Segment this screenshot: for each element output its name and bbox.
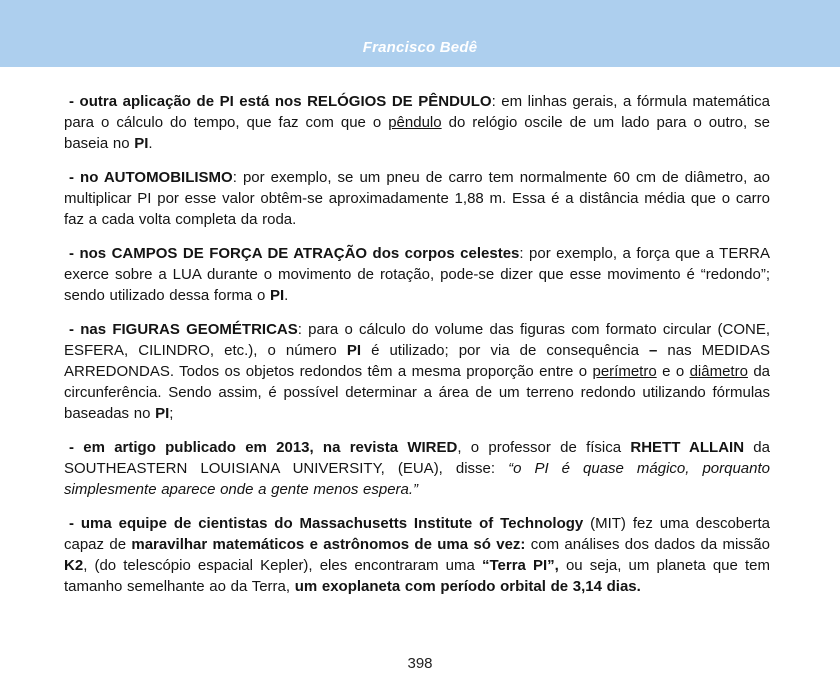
page-body [0,67,840,597]
text-run: (MIT) fez uma descoberta capaz de [64,515,770,553]
page-header-title: Francisco Bedê [362,39,478,56]
text-run: . [284,287,289,304]
text-run: com análises dos dados da missão [525,536,770,553]
text-run: e o [656,363,690,380]
text-run: da SOUTHEASTERN LOUISIANA UNIVERSITY, (EUA), disse: [64,439,770,477]
text-run: - nas FIGURAS GEOMÉTRICAS [69,321,298,338]
text-run: da circunferência. Sendo assim, é possível determinar a área de um terreno redondo utilizando fórmulas baseadas no [64,363,771,422]
text-run: - outra aplicação de PI está nos RELÓGIOS DE PÊNDULO [69,93,492,110]
text-run: , o professor de física [457,439,631,456]
page-footer [0,655,840,673]
paragraph-automobilism [64,167,770,230]
paragraph-pendulum-clocks [64,91,770,154]
text-run: - em artigo publicado em 2013, na revista WIRED [69,439,458,456]
text-run: maravilhar matemáticos e astrônomos de uma só vez: [131,536,526,553]
text-run: diâmetro [689,363,748,380]
paragraph-mit-discovery [64,513,770,597]
text-run: ou seja, um planeta que tem tamanho semelhante ao da Terra, [64,557,770,595]
text-run: RHETT ALLAIN [630,439,745,456]
text-run: - uma equipe de cientistas do Massachusetts Institute of Technology [69,515,584,532]
text-run: - no AUTOMOBILISMO [69,169,233,186]
paragraph-geometric-figures [64,319,770,424]
text-run: ; [169,405,174,422]
paragraph-attraction-force-fields [64,243,770,306]
text-run: do relógio oscile de um lado para o outro, se baseia no [64,114,770,152]
text-run: perímetro [592,363,657,380]
text-run: , (do telescópio espacial Kepler), eles encontraram uma [83,557,482,574]
text-run: “o PI é quase mágico, porquanto simplesmente aparece onde a gente menos espera.” [64,460,770,498]
text-run: . [148,135,153,152]
text-run: pêndulo [388,114,442,131]
text-run: : para o cálculo do volume das figuras com formato circular (CONE, ESFERA, CILINDRO, etc.), o número [64,321,770,359]
page-header [0,0,840,67]
text-run: : por exemplo, a força que a TERRA exerce sobre a LUA durante o movimento de rotação, pode-se dizer que esse movimento é “redondo”; sendo utilizado dessa forma o [64,245,771,304]
text-run: : em linhas gerais, a fórmula matemática para o cálculo do tempo, que faz com que o [64,93,770,131]
text-run: PI [134,135,149,152]
text-run: “Terra PI”, [481,557,559,574]
page-number: 398 [407,655,433,672]
text-run: : por exemplo, se um pneu de carro tem normalmente 60 cm de diâmetro, ao multiplicar PI por esse valor obtêm-se aproximadamente 1,88 m. Essa é a distância média que o carro faz a cada volta completa da roda. [64,169,770,228]
paragraph-wired-article [64,437,770,500]
text-run: K2 [64,557,84,574]
text-run: um exoplaneta com período orbital de 3,14 dias. [294,578,641,595]
text-run: PI [346,342,362,359]
text-run: PI [269,287,285,304]
text-run: nas MEDIDAS ARREDONDAS. Todos os objetos redondos têm a mesma proporção entre o [64,342,771,380]
text-run: é utilizado; por via de consequência [361,342,650,359]
text-run: – [649,342,658,359]
text-run: - nos CAMPOS DE FORÇA DE ATRAÇÃO dos corpos celestes [69,245,520,262]
text-run: PI [155,405,170,422]
